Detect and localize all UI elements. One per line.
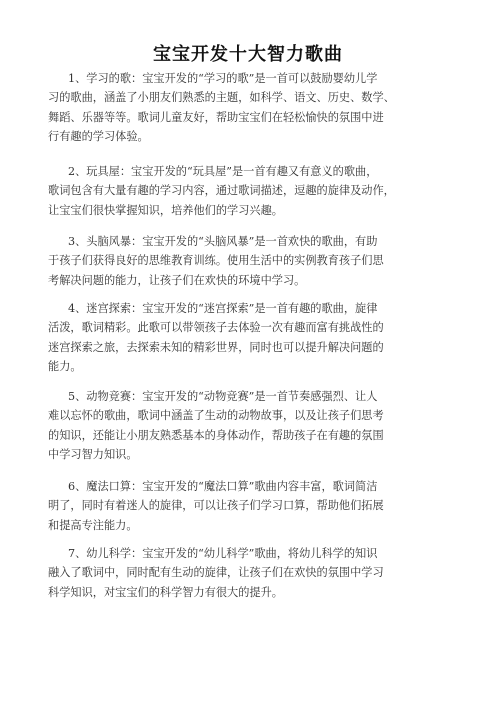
paragraph-line: 舞蹈、乐器等等。歌词儿童友好，帮助宝宝们在轻松愉快的氛围中进 [48, 110, 384, 124]
paragraph-animal-race [48, 387, 468, 464]
paragraph-line: 4、迷宫探索：宝宝开发的“迷宫探索”是一首有趣的歌曲，旋律 [68, 302, 378, 315]
page-title: 宝宝开发十大智力歌曲 [153, 44, 343, 65]
paragraph-line: 5、动物竞赛：宝宝开发的“动物竞赛”是一首节奏感强烈、让人 [68, 390, 378, 403]
paragraph-magic-arithmetic [48, 477, 468, 535]
paragraph-line: 明了，同时有着迷人的旋律，可以让孩子们学习口算，帮助他们拓展 [48, 499, 384, 513]
paragraph-line: 习的歌曲，涵盖了小朋友们熟悉的主题，如科学、语文、历史、数学、 [48, 91, 395, 105]
paragraph-line: 中学习智力知识。 [48, 447, 138, 461]
paragraph-line: 3、头脑风暴：宝宝开发的“头脑风暴”是一首欢快的歌曲，有助 [68, 235, 378, 248]
paragraph-line: 让宝宝们很快掌握知识，培养他们的学习兴趣。 [48, 203, 283, 217]
paragraph-line: 科学知识，对宝宝们的科学智力有很大的提升。 [48, 585, 283, 599]
paragraph-line: 7、幼儿科学：宝宝开发的“幼儿科学”歌曲，将幼儿科学的知识 [68, 547, 378, 560]
paragraph-line: 考解决问题的能力，让孩子们在欢快的环境中学习。 [48, 273, 306, 287]
paragraph-learning-song [48, 69, 468, 146]
paragraph-line: 活泼，歌词精彩。此歌可以带领孩子去体验一次有趣而富有挑战性的 [48, 321, 384, 335]
paragraph-line: 2、玩具屋：宝宝开发的“玩具屋”是一首有趣又有意义的歌曲， [68, 165, 378, 178]
paragraph-brainstorm [48, 232, 468, 290]
paragraph-line: 6、魔法口算：宝宝开发的“魔法口算”歌曲内容丰富，歌词简洁 [68, 480, 378, 493]
paragraph-line: 能力。 [48, 359, 82, 373]
paragraph-maze-exploration [48, 299, 468, 376]
paragraph-line: 歌词包含有大量有趣的学习内容，通过歌词描述，逗趣的旋律及动作， [48, 184, 395, 198]
paragraph-line: 迷宫探索之旅，去探索未知的精彩世界，同时也可以提升解决问题的 [48, 340, 384, 354]
paragraph-line: 融入了歌词中，同时配有生动的旋律，让孩子们在欢快的氛围中学习 [48, 566, 384, 580]
paragraph-line: 于孩子们获得良好的思维教育训练。使用生活中的实例教育孩子们思 [48, 254, 384, 268]
paragraph-line: 难以忘怀的歌曲，歌词中涵盖了生动的动物故事，以及让孩子们思考 [48, 409, 384, 423]
paragraph-line: 1、学习的歌：宝宝开发的“学习的歌”是一首可以鼓励婴幼儿学 [68, 72, 378, 85]
paragraph-line: 和提高专注能力。 [48, 518, 138, 532]
paragraph-line: 行有趣的学习体验。 [48, 129, 149, 143]
paragraph-early-science [48, 544, 468, 602]
paragraph-line: 的知识，还能让小朋友熟悉基本的身体动作，帮助孩子在有趣的氛围 [48, 428, 384, 442]
paragraph-toy-house [48, 162, 468, 220]
